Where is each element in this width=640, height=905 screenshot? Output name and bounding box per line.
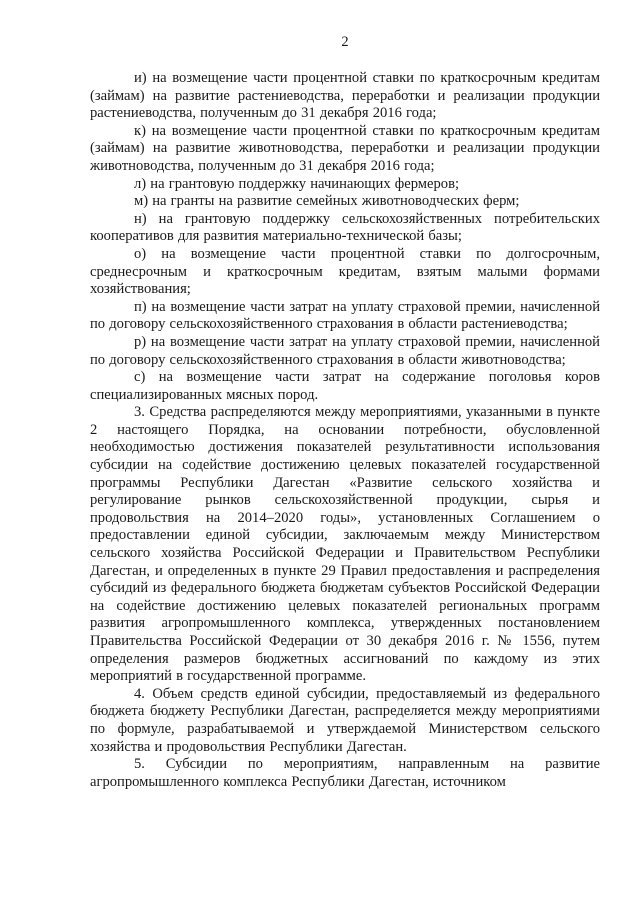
- paragraph-5: 5. Субсидии по мероприятиям, направленным на развитие агропромышленного комплекса Республики Дагестан, источником: [90, 756, 600, 790]
- document-body: [90, 70, 600, 791]
- page-number: 2: [341, 34, 349, 50]
- paragraph-o: о) на возмещение части процентной ставки по долгосрочным, среднесрочным и краткосрочным кредитам, взятым малыми формами хозяйствования;: [90, 245, 600, 298]
- paragraph-l: л) на грантовую поддержку начинающих фермеров;: [134, 175, 460, 192]
- paragraph-k: к) на возмещение части процентной ставки по краткосрочным кредитам (займам) на развитие животноводства, переработки и реализации продукции животноводства, полученным до 31 декабря 2016 года;: [90, 122, 600, 174]
- paragraph-r: р) на возмещение части затрат на уплату страховой премии, начисленной по договору сельскохозяйственного страхования в области животноводства;: [90, 333, 600, 368]
- paragraph-n: н) на грантовую поддержку сельскохозяйственных потребительских кооперативов для развития материально-технической базы;: [90, 210, 600, 245]
- paragraph-i: и) на возмещение части процентной ставки по краткосрочным кредитам (займам) на развитие растениеводства, переработки и реализации продукции растениеводства, полученным до 31 декабря 2016 года;: [90, 70, 600, 122]
- paragraph-3: 3. Средства распределяются между мероприятиями, указанными в пункте 2 настоящего Порядка, на основании потребности, обусловленной необходимостью достижения показателей результативности использования субсидии на содействие достижению целевых показателей государственной программы Республики Дагестан «Развитие сельского хозяйства и регулирование рынков сельскохозяйственной продукции, сырья и продовольствия на 2014–2020 годы», установленных Соглашением о предоставлении единой субсидии, заключаемым между Министерством сельского хозяйства Российской Федерации и Правительством Республики Дагестан, и определенных в пункте 29 Правил предоставления и распределения субсидий из федерального бюджета бюджетам субъектов Российской Федерации на содействие достижению целевых показателей региональных программ развития агропромышленного комплекса, утвержденных постановлением Правительства Российской Федерации от 30 декабря 2016 г. № 1556, путем определения размеров бюджетных ассигнований по каждому из этих мероприятий в государственной программе.: [90, 404, 600, 685]
- paragraph-p: п) на возмещение части затрат на уплату страховой премии, начисленной по договору сельскохозяйственного страхования в области растениеводства;: [90, 298, 600, 333]
- paragraph-s: с) на возмещение части затрат на содержание поголовья коров специализированных мясных пород.: [90, 369, 600, 403]
- paragraph-4: 4. Объем средств единой субсидии, предоставляемый из федерального бюджета бюджету Республики Дагестан, распределяется между мероприятиями по формуле, разрабатываемой и утверждаемой Министерством сельского хозяйства и продовольствия Республики Дагестан.: [90, 685, 600, 755]
- paragraph-m: м) на гранты на развитие семейных животноводческих ферм;: [134, 193, 520, 210]
